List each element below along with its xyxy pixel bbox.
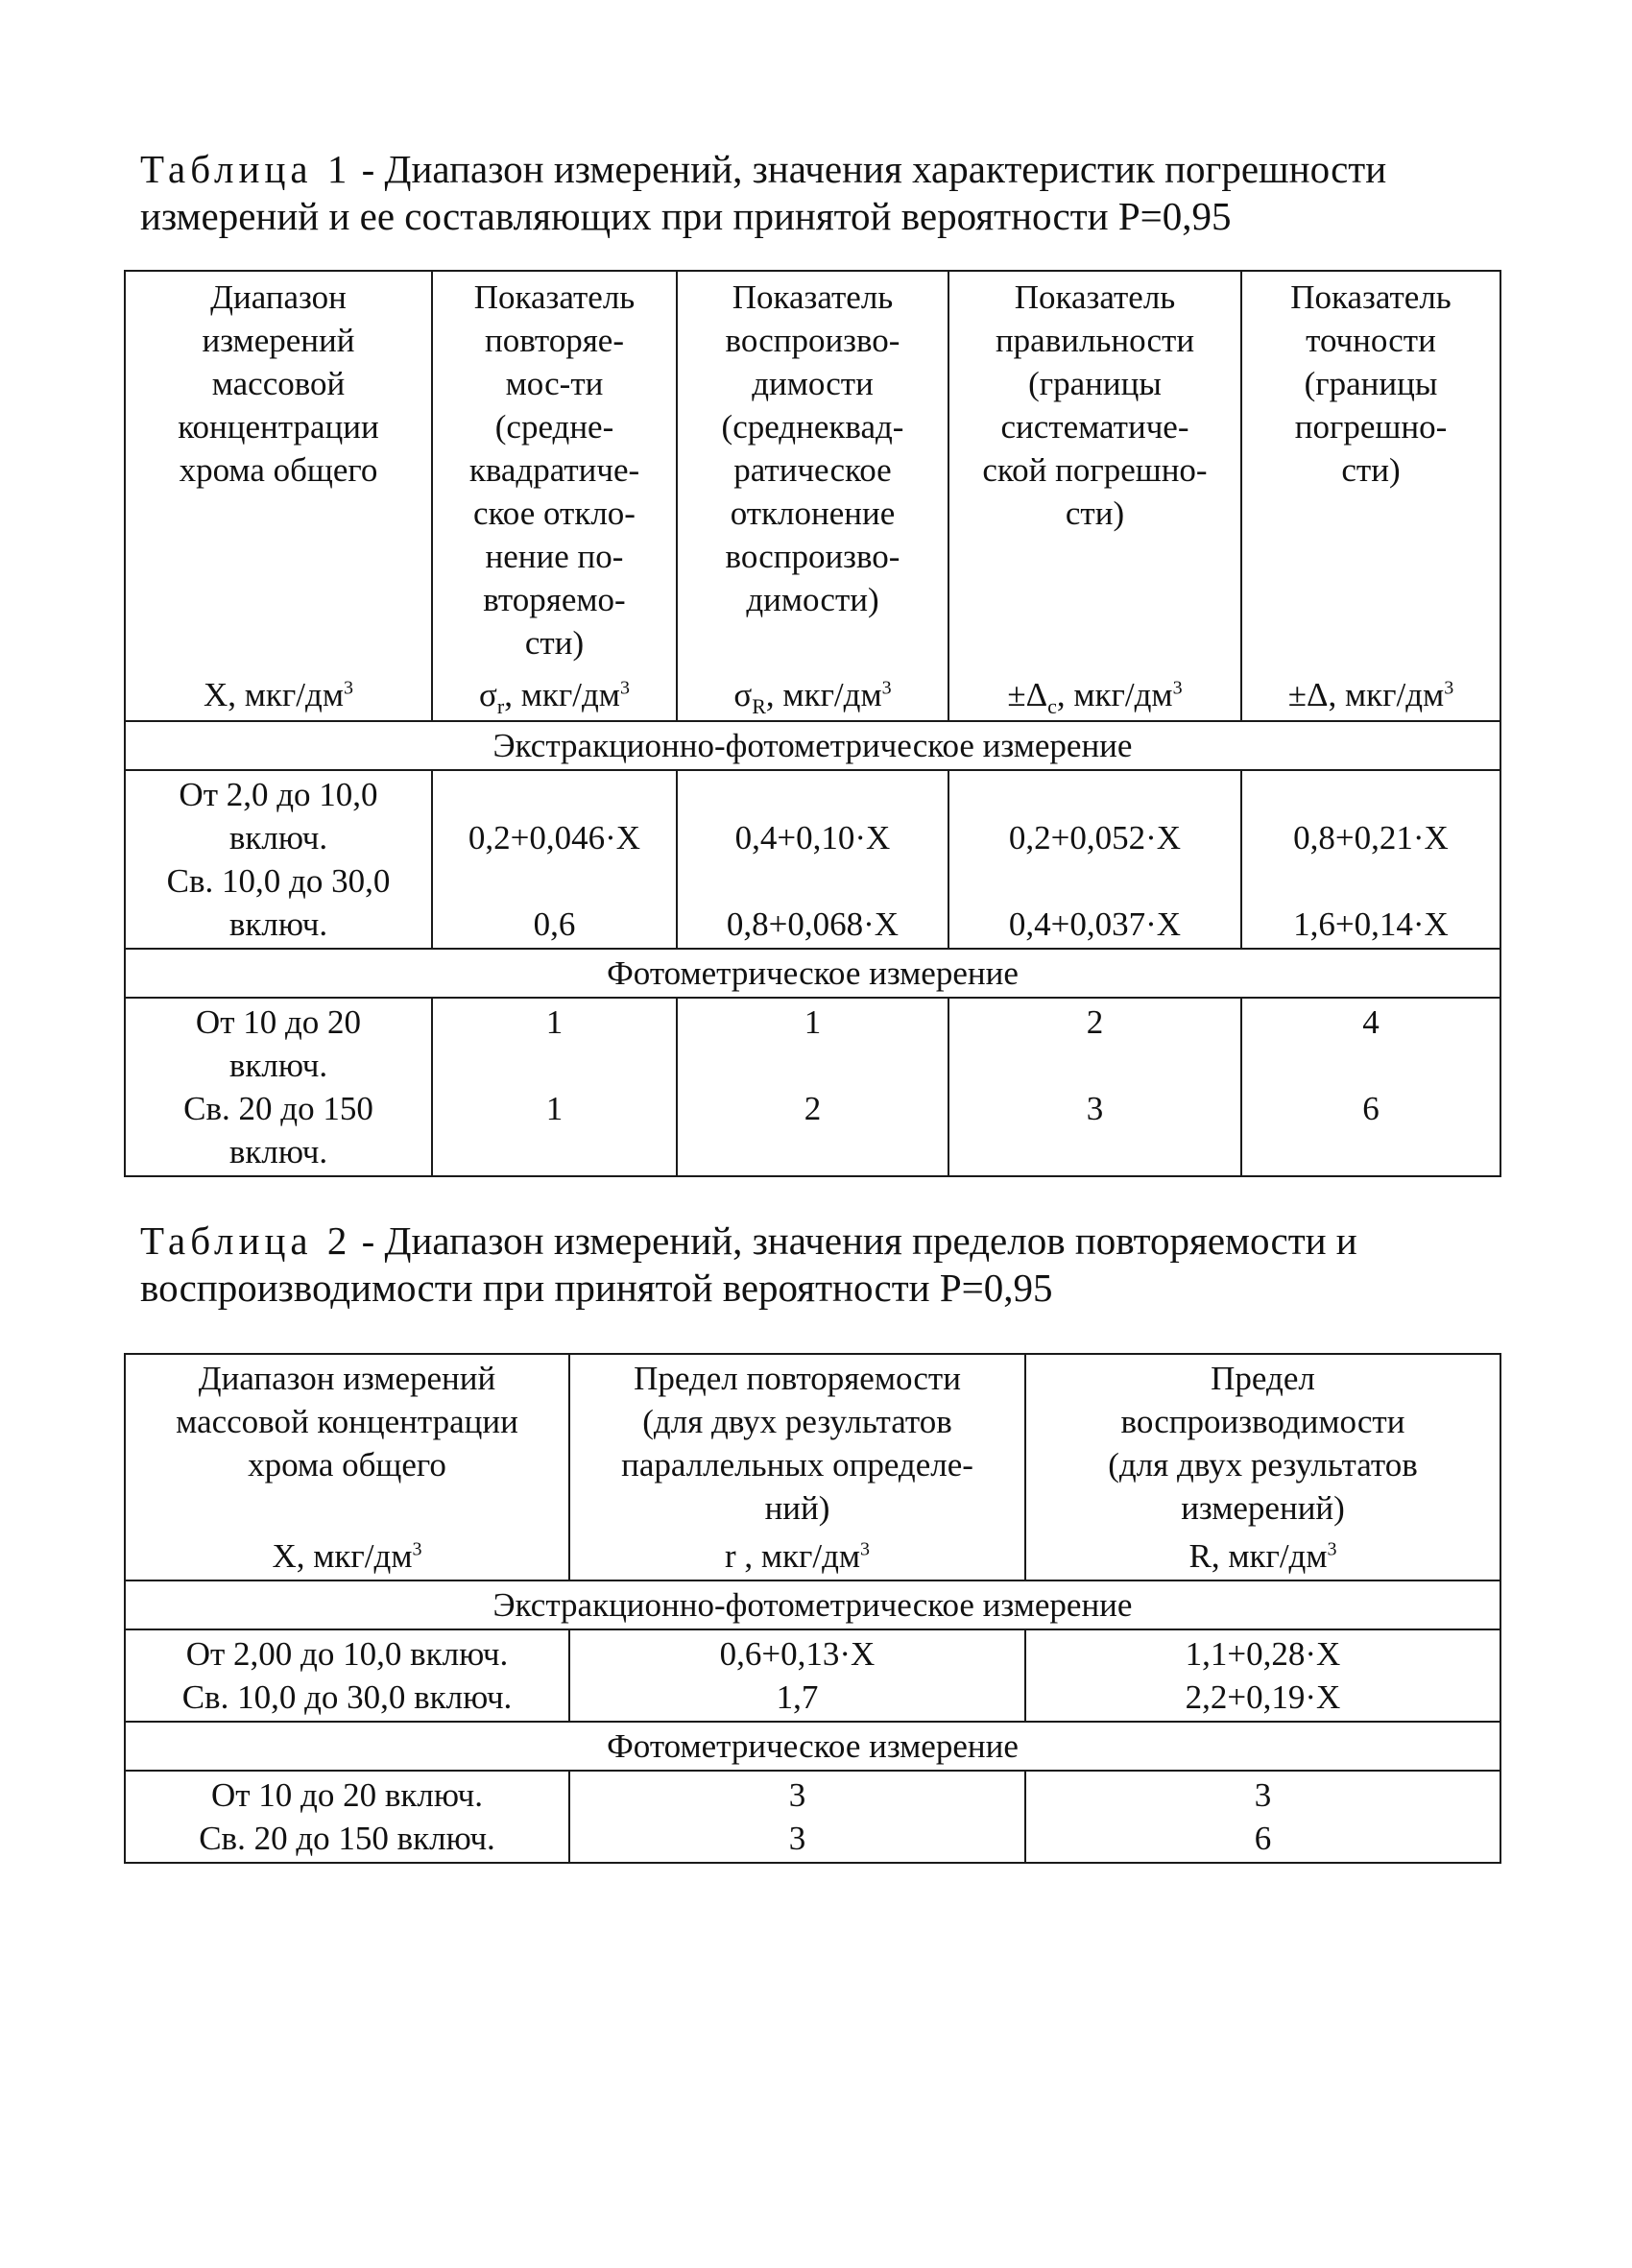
value: 1,7: [776, 1678, 819, 1716]
unit-exponent: 3: [1444, 677, 1454, 699]
value: 0,4+0,037·Х: [1008, 905, 1182, 943]
header-line: Предел: [1211, 1360, 1315, 1397]
table2-header-repeatability-limit: [569, 1354, 1025, 1580]
unit-symbol: R: [1188, 1537, 1212, 1575]
unit-symbol: σ: [733, 676, 753, 713]
header-line: (среднеквад-: [721, 408, 904, 446]
range-line: Св. 20 до 150 включ.: [199, 1820, 495, 1857]
header-line: хрома общего: [248, 1446, 446, 1484]
table2-data-row: [125, 1771, 1500, 1863]
header-line: димости: [752, 365, 874, 402]
table1-data-row: [125, 998, 1500, 1176]
value: 3: [1086, 1090, 1104, 1127]
header-line: Показатель: [732, 278, 894, 316]
unit-subscript: c: [1047, 694, 1057, 718]
range-line: включ.: [228, 905, 328, 943]
header-line: систематиче-: [1000, 408, 1189, 446]
value-cell: [569, 1771, 1025, 1863]
header-line: Диапазон: [210, 278, 347, 316]
header-unit: [433, 673, 676, 716]
unit-text: , мкг/дм: [1211, 1537, 1328, 1575]
unit-symbol: X: [204, 676, 228, 713]
unit-text: , мкг/дм: [735, 1537, 861, 1575]
header-unit: [126, 673, 431, 716]
range-line: Св. 10,0 до 30,0: [166, 862, 391, 900]
range-line: включ.: [228, 819, 328, 857]
header-line: (границы: [1304, 365, 1438, 402]
value-cell: [432, 770, 677, 949]
header-line: повторяе-: [484, 322, 624, 359]
header-unit: [126, 1534, 568, 1578]
table1-section-row: [125, 721, 1500, 770]
header-line: (для двух результатов: [1108, 1446, 1418, 1484]
table1-caption-text: - Диапазон измерений, значения характеристик погрешности измерений и ее составляющих при принятой вероятности Р=0,95: [140, 147, 1387, 238]
range-line: включ.: [228, 1133, 328, 1170]
header-line: квадратиче-: [468, 451, 640, 489]
value-cell: [677, 998, 948, 1176]
header-line: концентрации: [178, 408, 379, 446]
header-line: Показатель: [473, 278, 636, 316]
unit-text: , мкг/дм: [228, 676, 344, 713]
value: 1: [545, 1003, 564, 1041]
header-line: измерений: [202, 322, 355, 359]
header-unit: [678, 673, 948, 716]
table2-caption: [140, 1218, 1503, 1312]
unit-text: , мкг/дм: [504, 676, 620, 713]
value: 1,1+0,28·Х: [1185, 1635, 1341, 1673]
unit-exponent: 3: [860, 1538, 871, 1560]
header-line: воспроизводимости: [1120, 1403, 1405, 1440]
header-line: воспроизво-: [725, 322, 900, 359]
value-cell: [1025, 1629, 1500, 1722]
value: 6: [1254, 1820, 1272, 1857]
range-line: включ.: [228, 1047, 328, 1084]
header-line: массовой: [211, 365, 346, 402]
table1-data-row: [125, 770, 1500, 949]
table1-header-row: [125, 271, 1500, 721]
header-line: сти): [524, 624, 585, 662]
unit-exponent: 3: [1172, 677, 1183, 699]
header-line: погрешно-: [1294, 408, 1448, 446]
unit-symbol: σ: [479, 676, 497, 713]
header-line: мос-ти: [505, 365, 604, 402]
unit-exponent: 3: [412, 1538, 422, 1560]
value-cell: [948, 770, 1241, 949]
header-unit: [1026, 1534, 1500, 1578]
unit-text: , мкг/дм: [1328, 676, 1445, 713]
value-cell: [432, 998, 677, 1176]
unit-exponent: 3: [619, 677, 630, 699]
section-title: Фотометрическое измерение: [125, 1722, 1500, 1771]
header-line: Показатель: [1014, 278, 1176, 316]
range-cell: [125, 1629, 569, 1722]
unit-subscript: R: [752, 694, 766, 718]
value-cell: [569, 1629, 1025, 1722]
section-title: Экстракционно-фотометрическое измерение: [125, 1580, 1500, 1629]
header-line: Предел повторяемости: [634, 1360, 961, 1397]
value: 1: [545, 1090, 564, 1127]
value: 0,6+0,13·Х: [719, 1635, 876, 1673]
table1-header-repeatability: [432, 271, 677, 721]
header-line: массовой концентрации: [176, 1403, 518, 1440]
header-line: ратическое: [733, 451, 892, 489]
unit-text: , мкг/дм: [765, 676, 882, 713]
value: 2: [1086, 1003, 1104, 1041]
header-line: параллельных определе-: [621, 1446, 973, 1484]
value: 4: [1362, 1003, 1380, 1041]
value: 0,4+0,10·Х: [734, 819, 891, 857]
range-cell: [125, 770, 432, 949]
table1-header-accuracy: [1241, 271, 1500, 721]
unit-symbol: ±Δ: [1007, 676, 1048, 713]
section-title: Экстракционно-фотометрическое измерение: [125, 721, 1500, 770]
table2-header-row: [125, 1354, 1500, 1580]
value: 0,8+0,068·Х: [726, 905, 900, 943]
table2-section-row: [125, 1580, 1500, 1629]
value: 0,6: [533, 905, 576, 943]
header-line: Диапазон измерений: [198, 1360, 496, 1397]
unit-exponent: 3: [343, 677, 353, 699]
header-line: правильности: [995, 322, 1195, 359]
table2-caption-text: - Диапазон измерений, значения пределов повторяемости и воспроизводимости при принятой вероятности Р=0,95: [140, 1218, 1357, 1310]
range-cell: [125, 998, 432, 1176]
table2: [124, 1353, 1501, 1864]
range-line: От 2,0 до 10,0: [179, 776, 378, 813]
unit-exponent: 3: [881, 677, 892, 699]
unit-text: , мкг/дм: [296, 1537, 413, 1575]
header-line: точности: [1306, 322, 1436, 359]
table1-header-reproducibility: [677, 271, 948, 721]
value-cell: [948, 998, 1241, 1176]
section-title: Фотометрическое измерение: [125, 949, 1500, 998]
unit-subscript: r: [496, 694, 505, 718]
table1-caption: [140, 146, 1503, 240]
range-line: Св. 10,0 до 30,0 включ.: [181, 1678, 513, 1716]
table2-header-range: [125, 1354, 569, 1580]
value: 0,2+0,046·Х: [468, 819, 641, 857]
range-line: От 10 до 20 включ.: [210, 1776, 484, 1814]
value: 0,2+0,052·Х: [1008, 819, 1182, 857]
value: 2,2+0,19·Х: [1185, 1678, 1341, 1716]
table2-data-row: [125, 1629, 1500, 1722]
header-unit: [1242, 673, 1500, 716]
header-line: вторяемо-: [483, 581, 626, 618]
header-line: (границы: [1028, 365, 1162, 402]
header-line: измерений): [1181, 1489, 1345, 1527]
value: 3: [788, 1776, 806, 1814]
header-line: сти): [1065, 495, 1125, 532]
value-cell: [1241, 770, 1500, 949]
header-line: ний): [764, 1489, 830, 1527]
table1-section-row: [125, 949, 1500, 998]
header-line: сти): [1341, 451, 1401, 489]
unit-exponent: 3: [1327, 1538, 1337, 1560]
range-line: Св. 20 до 150: [183, 1090, 373, 1127]
header-line: Показатель: [1290, 278, 1452, 316]
header-line: ское откло-: [473, 495, 636, 532]
value: 1: [804, 1003, 822, 1041]
value-cell: [1241, 998, 1500, 1176]
header-unit: [949, 673, 1240, 716]
unit-symbol: r: [724, 1537, 736, 1575]
table2-caption-label: Таблица 2: [140, 1218, 352, 1263]
value: 1,6+0,14·Х: [1293, 905, 1449, 943]
header-line: отклонение: [730, 495, 896, 532]
range-line: От 2,00 до 10,0 включ.: [185, 1635, 509, 1673]
header-unit: [570, 1534, 1024, 1578]
header-line: ской погрешно-: [982, 451, 1208, 489]
header-line: воспроизво-: [725, 538, 900, 575]
value: 2: [804, 1090, 822, 1127]
unit-text: , мкг/дм: [1056, 676, 1173, 713]
value: 3: [1254, 1776, 1272, 1814]
header-line: (средне-: [494, 408, 614, 446]
unit-symbol: X: [272, 1537, 297, 1575]
value-cell: [1025, 1771, 1500, 1863]
table1: [124, 270, 1501, 1177]
value-cell: [677, 770, 948, 949]
value: 0,8+0,21·Х: [1293, 819, 1449, 857]
table1-header-range: [125, 271, 432, 721]
table1-header-trueness: [948, 271, 1241, 721]
header-line: (для двух результатов: [642, 1403, 952, 1440]
table1-caption-label: Таблица 1: [140, 147, 352, 191]
table2-header-reproducibility-limit: [1025, 1354, 1500, 1580]
unit-symbol: ±Δ: [1287, 676, 1329, 713]
range-line: От 10 до 20: [195, 1003, 362, 1041]
header-line: димости): [746, 581, 879, 618]
header-line: нение по-: [485, 538, 624, 575]
header-line: хрома общего: [179, 451, 378, 489]
table2-section-row: [125, 1722, 1500, 1771]
range-cell: [125, 1771, 569, 1863]
value: 6: [1362, 1090, 1380, 1127]
value: 3: [788, 1820, 806, 1857]
